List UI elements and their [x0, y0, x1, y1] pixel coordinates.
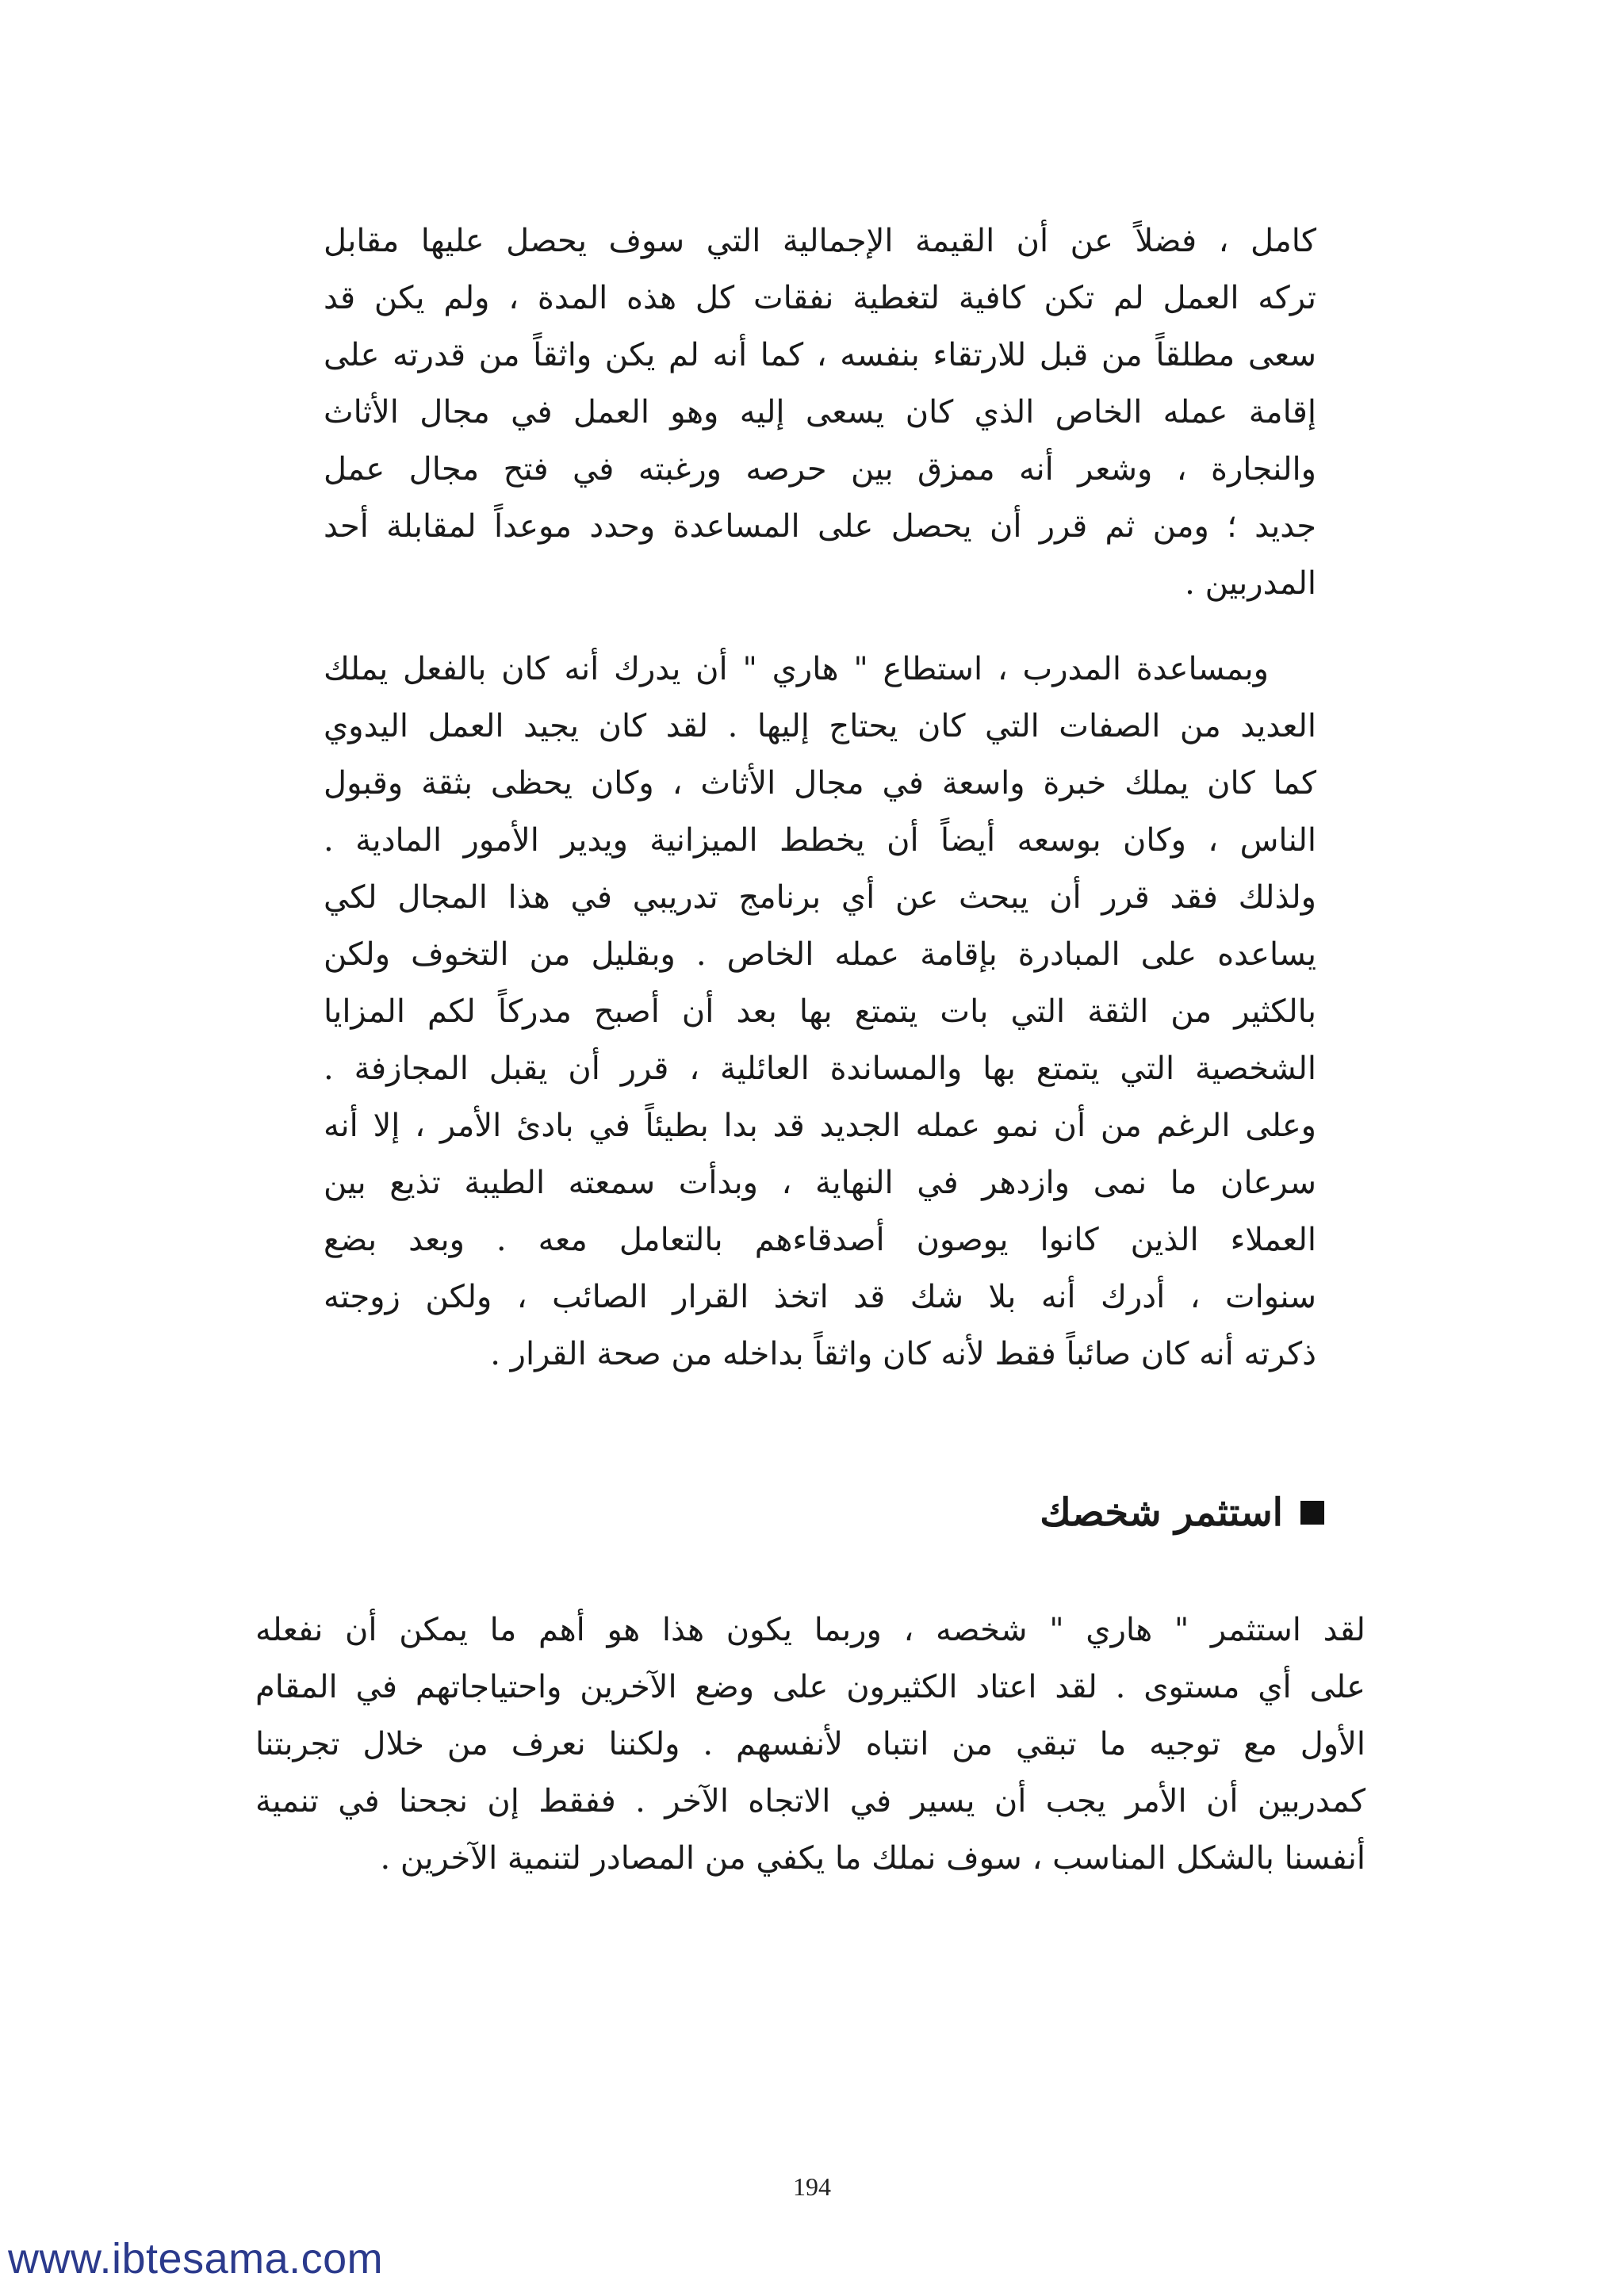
paragraph-3	[255, 1601, 1365, 1887]
paragraph-2	[324, 641, 1316, 1383]
text-line: تركه العمل لم تكن كافية لتغطية نفقات كل هذه المدة ، ولم يكن قد	[324, 280, 1316, 316]
text-line: على أي مستوى . لقد اعتاد الكثيرون على وضع الآخرين واحتياجاتهم في المقام	[255, 1669, 1365, 1705]
text-line: إقامة عمله الخاص الذي كان يسعى إليه وهو العمل في مجال الأثاث	[324, 394, 1316, 430]
text-line: العملاء الذين كانوا يوصون أصدقاءهم بالتعامل معه . وبعد بضع	[324, 1222, 1316, 1258]
text-line: سنوات ، أدرك أنه بلا شك قد اتخذ القرار الصائب ، ولكن زوجته	[324, 1279, 1316, 1315]
text-line: الأول مع توجيه ما تبقي من انتباه لأنفسهم . ولكننا نعرف من خلال تجربتنا	[255, 1726, 1365, 1762]
text-line: سعى مطلقاً من قبل للارتقاء بنفسه ، كما أنه لم يكن واثقاً من قدرته على	[324, 337, 1316, 373]
text-line: وعلى الرغم من أن نمو عمله الجديد قد بدا بطيئاً في بادئ الأمر ، إلا أنه	[324, 1108, 1317, 1144]
section-heading	[1040, 1481, 1324, 1544]
text-line: والنجارة ، وشعر أنه ممزق بين حرصه ورغبته في فتح مجال عمل	[324, 451, 1316, 488]
text-line: كامل ، فضلاً عن أن القيمة الإجمالية التي سوف يحصل عليها مقابل	[324, 223, 1316, 259]
text-line: وبمساعدة المدرب ، استطاع " هاري " أن يدرك أنه كان بالفعل يملك	[324, 651, 1269, 687]
text-line: المدربين .	[1185, 565, 1316, 602]
page-number: 194	[793, 2172, 831, 2201]
text-line: جديد ؛ ومن ثم قرر أن يحصل على المساعدة وحدد موعداً لمقابلة أحد	[324, 508, 1316, 545]
text-line: سرعان ما نمى وازدهر في النهاية ، وبدأت سمعته الطيبة تذيع بين	[324, 1165, 1316, 1201]
square-bullet-icon	[1300, 1501, 1324, 1525]
text-line: يساعده على المبادرة بإقامة عمله الخاص . وبقليل من التخوف ولكن	[324, 936, 1317, 973]
text-line: كمدربين أن الأمر يجب أن يسير في الاتجاه الآخر . ففقط إن نجحنا في تنمية	[255, 1783, 1365, 1820]
section-heading-text: استثمر شخصك	[1040, 1490, 1283, 1535]
text-line: ولذلك فقد قرر أن يبحث عن أي برنامج تدريبي في هذا المجال لكي	[324, 879, 1316, 916]
watermark-url: www.ibtesama.com	[8, 2235, 384, 2283]
text-line: كما كان يملك خبرة واسعة في مجال الأثاث ، وكان يحظى بثقة وقبول	[324, 765, 1316, 802]
text-line: العديد من الصفات التي كان يحتاج إليها . لقد كان يجيد العمل اليدوي	[324, 708, 1316, 744]
text-line: لقد استثمر " هاري " شخصه ، وربما يكون هذا هو أهم ما يمكن أن نفعله	[255, 1612, 1365, 1648]
text-line: بالكثير من الثقة التي بات يتمتع بها بعد أن أصبح مدركاً لكم المزايا	[324, 993, 1316, 1030]
text-line: أنفسنا بالشكل المناسب ، سوف نملك ما يكفي من المصادر لتنمية الآخرين .	[380, 1840, 1365, 1877]
text-line: ذكرته أنه كان صائباً فقط لأنه كان واثقاً بداخله من صحة القرار .	[490, 1336, 1316, 1372]
paragraph-1	[324, 212, 1316, 612]
text-line: الشخصية التي يتمتع بها والمساندة العائلية ، قرر أن يقبل المجازفة .	[324, 1050, 1316, 1087]
text-line: الناس ، وكان بوسعه أيضاً أن يخطط الميزانية ويدير الأمور المادية .	[324, 822, 1316, 859]
